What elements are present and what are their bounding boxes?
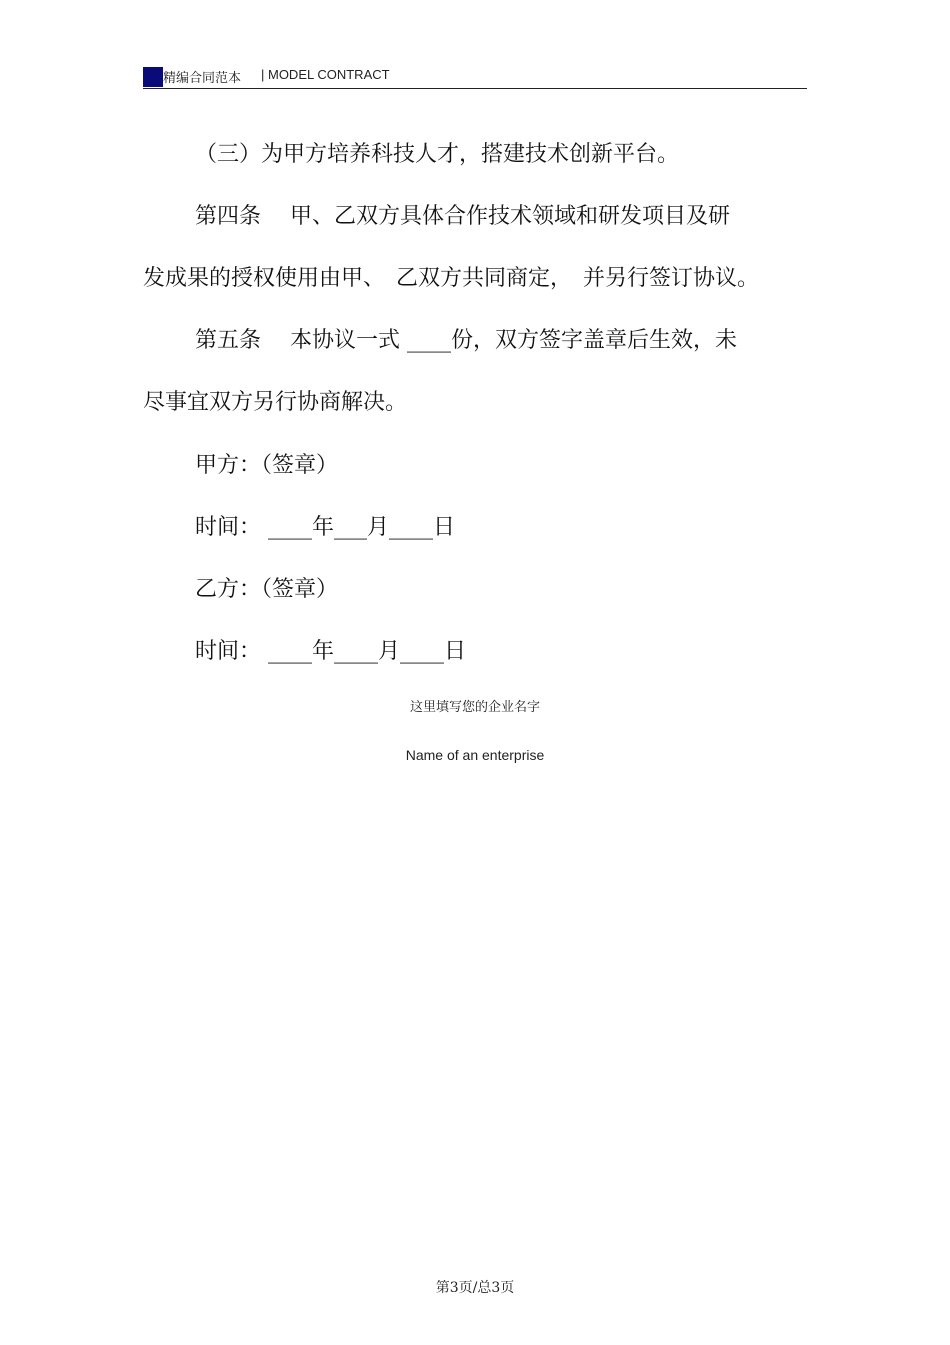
header-title-en: | MODEL CONTRACT [261, 67, 390, 82]
article-4-line-1: 第四条 甲、乙双方具体合作技术领域和研发项目及研 [195, 204, 730, 229]
page-header [143, 64, 807, 89]
page-number: 第3页/总3页 [435, 1280, 515, 1296]
article-5-line-2: 尽事宜双方另行协商解决。 [143, 390, 408, 415]
company-name-cn: 这里填写您的企业名字 [409, 700, 540, 715]
clause-3-3: （三）为甲方培养科技人才，搭建技术创新平台。 [195, 142, 680, 167]
party-a-signature: 甲方：（签章） [195, 453, 339, 478]
logo-square-icon [143, 67, 163, 87]
party-b-signature: 乙方：（签章） [195, 577, 339, 602]
article-5-line-1: 第五条 本协议一式 ____份，双方签字盖章后生效，未 [195, 328, 737, 353]
article-4-line-2: 发成果的授权使用由甲、 乙双方共同商定， 并另行签订协议。 [143, 266, 760, 291]
party-a-date: 时间： ____年___月____日 [195, 515, 455, 540]
header-title-cn: 精编合同范本 [163, 71, 242, 86]
party-b-date: 时间： ____年____月____日 [195, 639, 466, 664]
company-name-en: Name of an enterprise [405, 747, 545, 763]
